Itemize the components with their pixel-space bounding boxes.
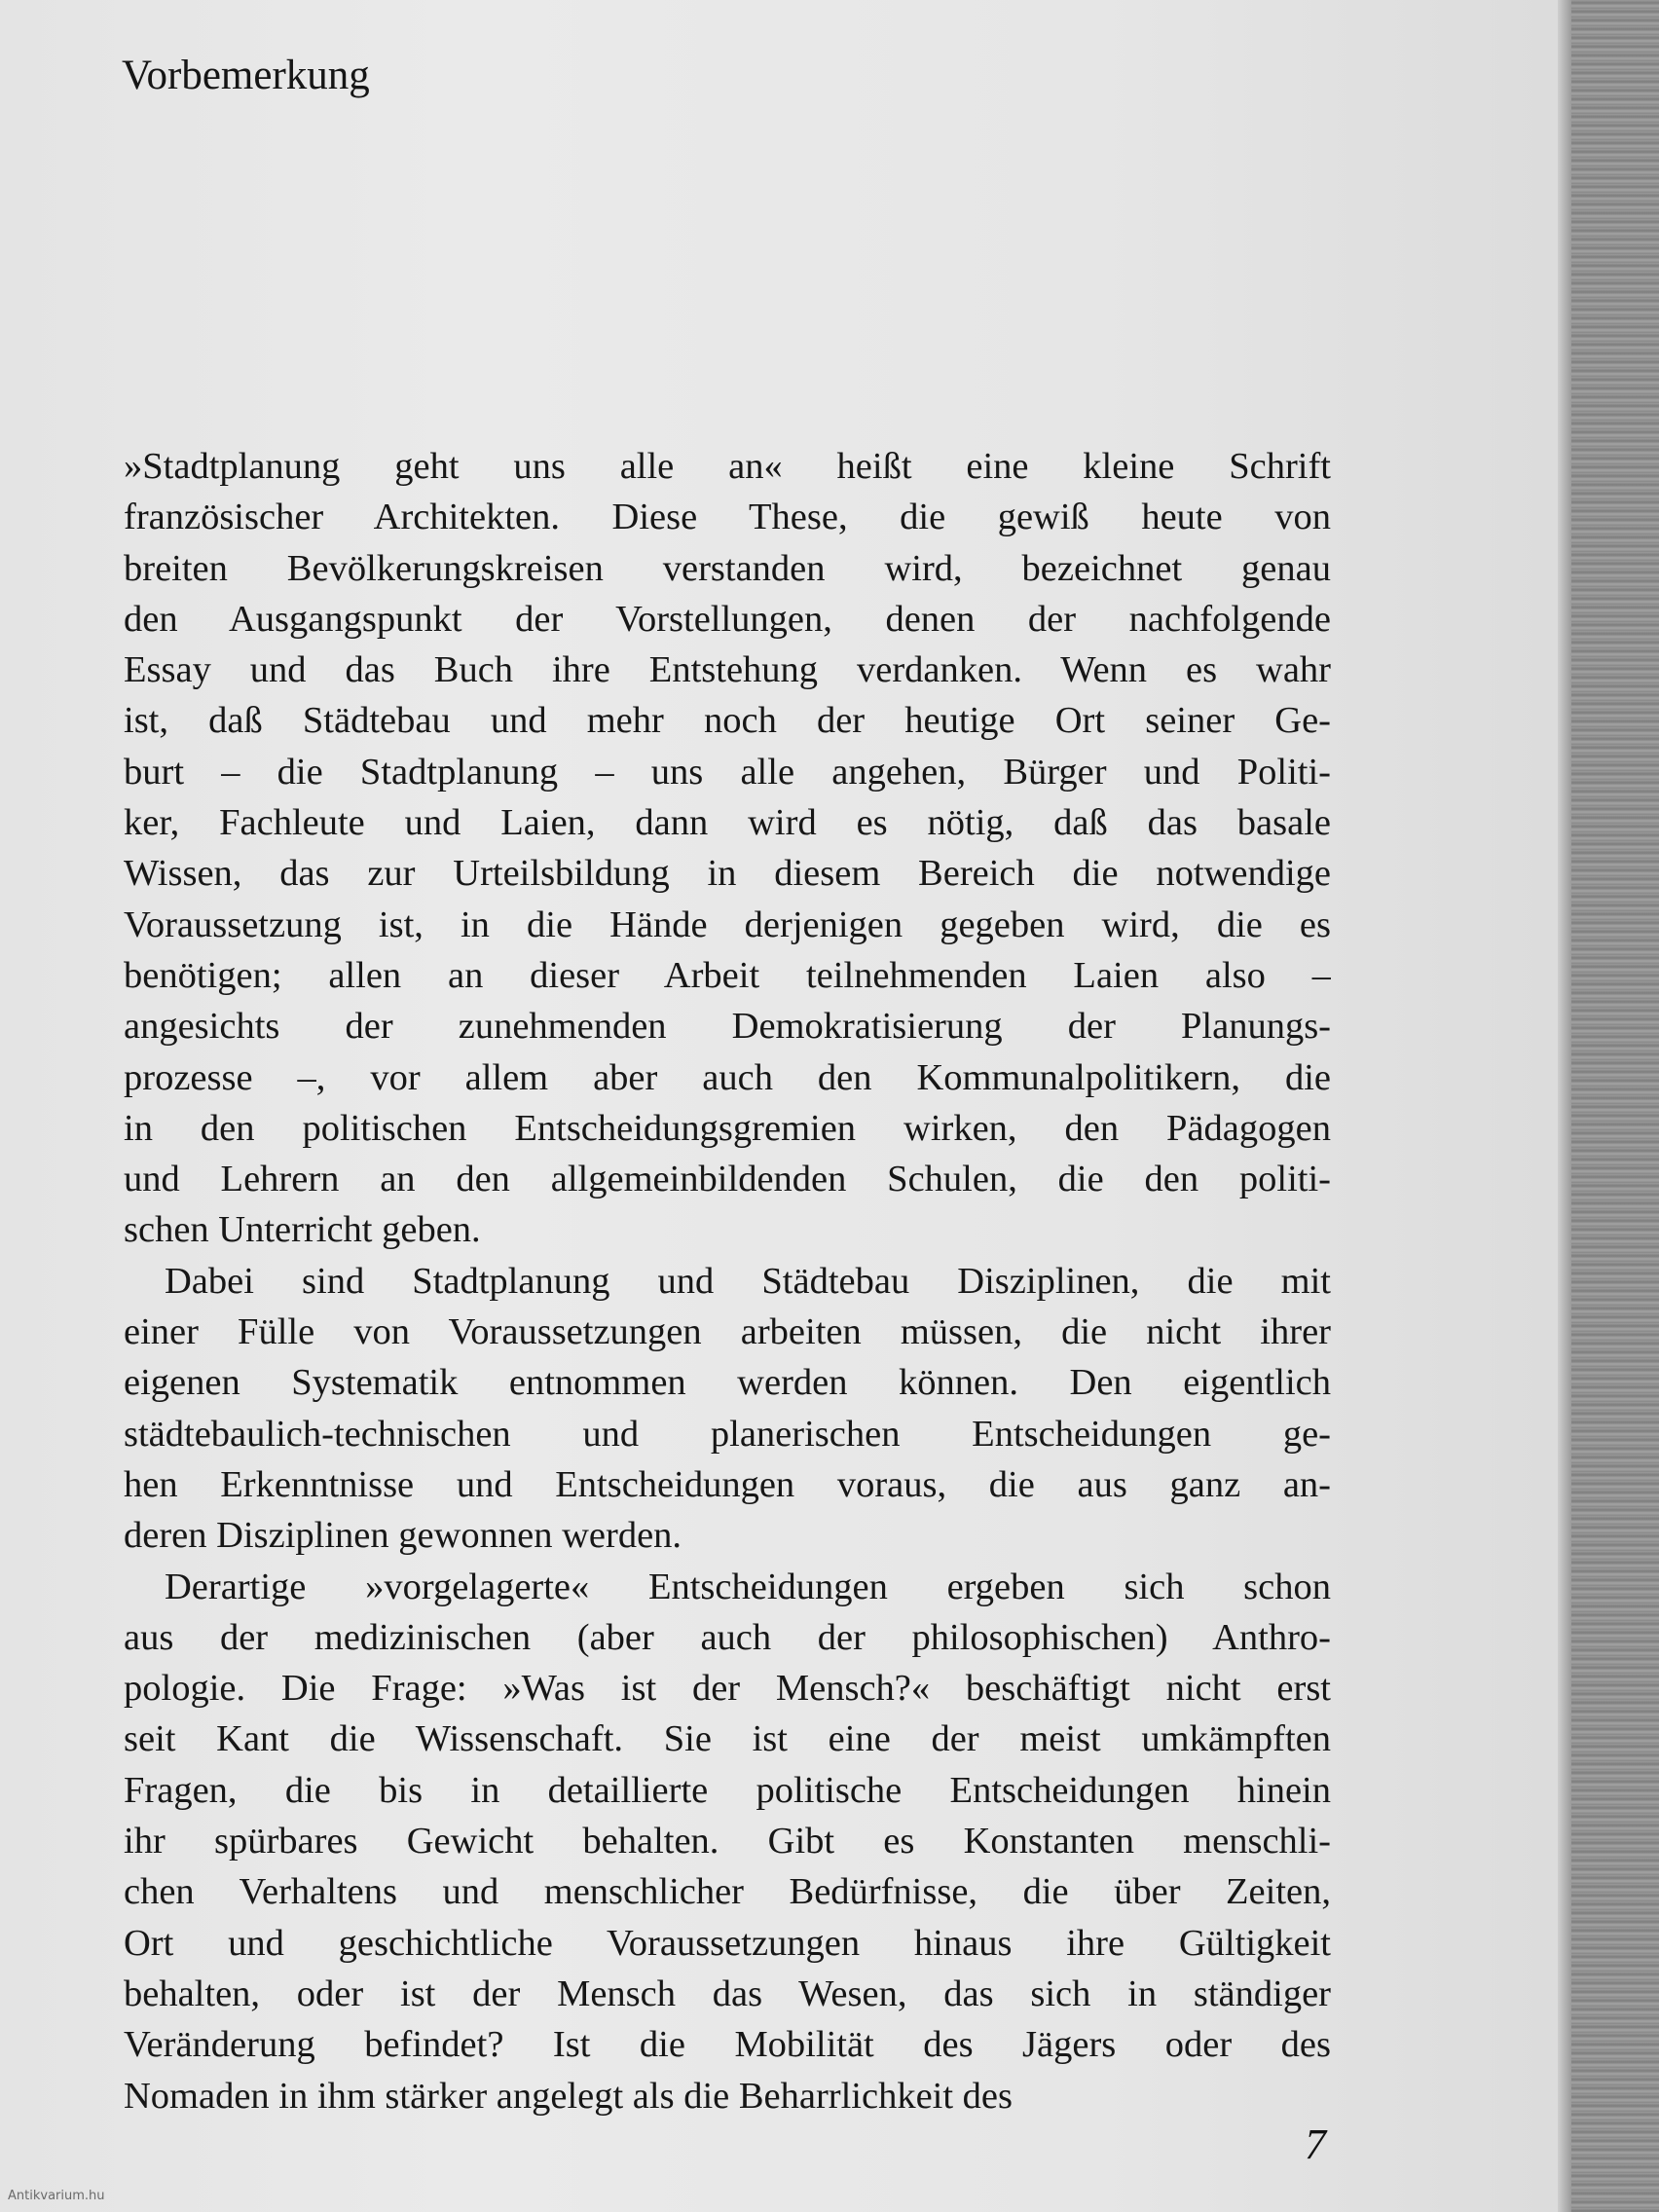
text-line: Fragen, die bis in detaillierte politische Entscheidungen hinein [124, 1769, 1331, 1811]
text-line: chen Verhaltens und menschlicher Bedürfnisse, die über Zeiten, [124, 1871, 1331, 1913]
text-line: Veränderung befindet? Ist die Mobilität des Jägers oder des [124, 2024, 1331, 2066]
text-line: Nomaden in ihm stärker angelegt als die Beharrlichkeit des [124, 2075, 1014, 2117]
paragraph-3 [124, 1562, 1331, 2121]
text-line: seit Kant die Wissenschaft. Sie ist eine der meist umkämpften [124, 1718, 1331, 1760]
text-line: hen Erkenntnisse und Entscheidungen voraus, die aus ganz an- [124, 1463, 1331, 1505]
text-line: ihr spürbares Gewicht behalten. Gibt es Konstanten menschli- [124, 1821, 1331, 1862]
text-line: einer Fülle von Voraussetzungen arbeiten müssen, die nicht ihrer [124, 1311, 1331, 1353]
text-line: Ort und geschichtliche Voraussetzungen hinaus ihre Gültigkeit [124, 1922, 1331, 1964]
text-line: angesichts der zunehmenden Demokratisierung der Planungs- [124, 1006, 1331, 1048]
text-line: prozesse –, vor allem aber auch den Kommunalpolitikern, die [124, 1056, 1331, 1098]
page-number: 7 [1305, 2120, 1326, 2168]
text-line: eigenen Systematik entnommen werden können. Den eigentlich [124, 1362, 1331, 1404]
text-line: Essay und das Buch ihre Entstehung verdanken. Wenn es wahr [124, 649, 1331, 691]
section-heading: Vorbemerkung [122, 53, 370, 98]
text-line: in den politischen Entscheidungsgremien wirken, den Pädagogen [124, 1107, 1331, 1149]
text-line: ist, daß Städtebau und mehr noch der heutige Ort seiner Ge- [124, 700, 1331, 742]
text-line: breiten Bevölkerungskreisen verstanden wird, bezeichnet genau [124, 547, 1331, 589]
paragraph-2 [124, 1256, 1331, 1562]
text-line: »Stadtplanung geht uns alle an« heißt eine kleine Schrift [124, 446, 1331, 487]
text-line: und Lehrern an den allgemeinbildenden Schulen, die den politi- [124, 1159, 1331, 1200]
text-line: Derartige »vorgelagerte« Entscheidungen ergeben sich schon [165, 1566, 1331, 1607]
text-line: Dabei sind Stadtplanung und Städtebau Disziplinen, die mit [165, 1260, 1331, 1302]
text-line: benötigen; allen an dieser Arbeit teilnehmenden Laien also – [124, 954, 1331, 996]
text-line: deren Disziplinen gewonnen werden. [124, 1515, 682, 1557]
text-line: pologie. Die Frage: »Was ist der Mensch?« beschäftigt nicht erst [124, 1668, 1331, 1710]
text-line: burt – die Stadtplanung – uns alle angehen, Bürger und Politi- [124, 751, 1331, 793]
next-page-edge [1558, 0, 1659, 2212]
text-line: Voraussetzung ist, in die Hände derjenigen gegeben wird, die es [124, 903, 1331, 945]
paragraph-1 [124, 441, 1331, 1256]
text-line: behalten, oder ist der Mensch das Wesen, das sich in ständiger [124, 1972, 1331, 2014]
text-line: den Ausgangspunkt der Vorstellungen, denen der nachfolgende [124, 598, 1331, 640]
text-line: ker, Fachleute und Laien, dann wird es nötig, daß das basale [124, 802, 1331, 844]
text-line: französischer Architekten. Diese These, die gewiß heute von [124, 497, 1331, 538]
text-line: städtebaulich-technischen und planerischen Entscheidungen ge- [124, 1413, 1331, 1455]
text-line: Wissen, das zur Urteilsbildung in diesem Bereich die notwendige [124, 853, 1331, 895]
body-text [124, 441, 1331, 2121]
text-line: aus der medizinischen (aber auch der philosophischen) Anthro- [124, 1616, 1331, 1658]
watermark: Antikvarium.hu [8, 2189, 105, 2203]
text-line: schen Unterricht geben. [124, 1209, 481, 1251]
